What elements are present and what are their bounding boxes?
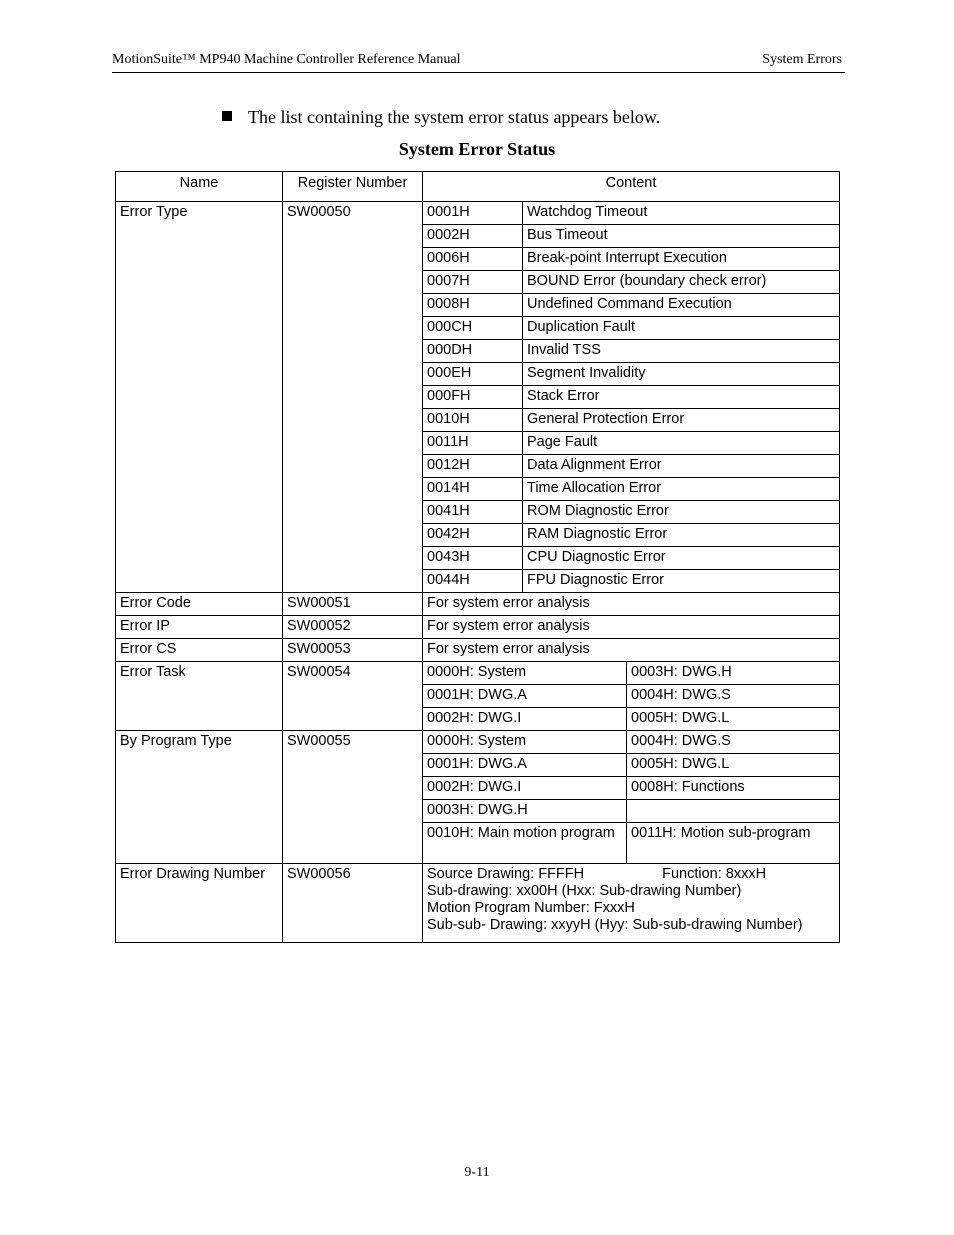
column-header-register: Register Number <box>283 172 423 202</box>
error-description: BOUND Error (boundary check error) <box>523 271 840 294</box>
value-right: 0003H: DWG.H <box>627 662 840 685</box>
error-description: CPU Diagnostic Error <box>523 547 840 570</box>
row-name: Error CS <box>116 639 283 662</box>
row-register: SW00053 <box>283 639 423 662</box>
content-line: Sub-drawing: xx00H (Hxx: Sub-drawing Number) <box>427 883 742 899</box>
row-name: Error Task <box>116 662 283 731</box>
table-header-row <box>116 172 840 202</box>
error-code: 000DH <box>423 340 523 363</box>
column-header-content: Content <box>423 172 840 202</box>
value-left: 0002H: DWG.I <box>423 708 627 731</box>
table-title: System Error Status <box>398 139 556 159</box>
row-register: SW00050 <box>283 202 423 593</box>
running-header <box>112 52 845 73</box>
row-content <box>423 864 840 943</box>
error-description: Break-point Interrupt Execution <box>523 248 840 271</box>
error-description: Data Alignment Error <box>523 455 840 478</box>
row-register: SW00056 <box>283 864 423 943</box>
row-name: Error Code <box>116 593 283 616</box>
value-left: 0001H: DWG.A <box>423 685 627 708</box>
error-code: 000EH <box>423 363 523 386</box>
value-left: 0000H: System <box>423 731 627 754</box>
table-row <box>116 202 840 225</box>
manual-title: MotionSuite™ MP940 Machine Controller Reference Manual <box>112 52 461 67</box>
error-description: General Protection Error <box>523 409 840 432</box>
table-row <box>116 639 840 662</box>
error-code: 0002H <box>423 225 523 248</box>
error-code: 0007H <box>423 271 523 294</box>
table-row <box>116 616 840 639</box>
error-code: 0014H <box>423 478 523 501</box>
row-content: For system error analysis <box>423 639 840 662</box>
value-right: 0011H: Motion sub-program <box>627 823 840 864</box>
error-code: 0044H <box>423 570 523 593</box>
row-name: Error Drawing Number <box>116 864 283 943</box>
table-row <box>116 731 840 754</box>
error-code: 000CH <box>423 317 523 340</box>
section-title: System Errors <box>762 52 842 67</box>
value-right: 0004H: DWG.S <box>627 731 840 754</box>
value-left: 0000H: System <box>423 662 627 685</box>
square-bullet-icon <box>222 111 232 121</box>
intro-bullet <box>222 107 660 128</box>
intro-text: The list containing the system error status appears below. <box>248 107 661 127</box>
row-register: SW00052 <box>283 616 423 639</box>
row-register: SW00051 <box>283 593 423 616</box>
error-code: 0010H <box>423 409 523 432</box>
table-row <box>116 662 840 685</box>
error-description: Stack Error <box>523 386 840 409</box>
row-register: SW00054 <box>283 662 423 731</box>
content-line: Sub-sub- Drawing: xxyyH (Hyy: Sub-sub-drawing Number) <box>427 917 803 933</box>
content-line: Motion Program Number: FxxxH <box>427 900 635 916</box>
error-description: Duplication Fault <box>523 317 840 340</box>
value-right <box>627 800 840 823</box>
error-code: 0008H <box>423 294 523 317</box>
row-register: SW00055 <box>283 731 423 864</box>
table-row <box>116 864 840 943</box>
error-description: Bus Timeout <box>523 225 840 248</box>
error-description: Undefined Command Execution <box>523 294 840 317</box>
value-left: 0001H: DWG.A <box>423 754 627 777</box>
row-content: For system error analysis <box>423 593 840 616</box>
value-left: 0003H: DWG.H <box>423 800 627 823</box>
error-code: 0001H <box>423 202 523 225</box>
error-description: Watchdog Timeout <box>523 202 840 225</box>
value-right: 0004H: DWG.S <box>627 685 840 708</box>
error-code: 0006H <box>423 248 523 271</box>
error-code: 0012H <box>423 455 523 478</box>
row-name: Error IP <box>116 616 283 639</box>
value-right: 0005H: DWG.L <box>627 754 840 777</box>
content-line <box>427 866 835 883</box>
row-name: By Program Type <box>116 731 283 864</box>
error-description: Time Allocation Error <box>523 478 840 501</box>
row-name: Error Type <box>116 202 283 593</box>
source-drawing: Source Drawing: FFFFH <box>427 866 585 882</box>
value-right: 0005H: DWG.L <box>627 708 840 731</box>
error-description: ROM Diagnostic Error <box>523 501 840 524</box>
value-left: 0002H: DWG.I <box>423 777 627 800</box>
error-code: 0043H <box>423 547 523 570</box>
table-row <box>116 593 840 616</box>
system-error-status-table <box>115 171 840 943</box>
column-header-name: Name <box>116 172 283 202</box>
error-description: Invalid TSS <box>523 340 840 363</box>
error-code: 0011H <box>423 432 523 455</box>
value-right: 0008H: Functions <box>627 777 840 800</box>
function-code: Function: 8xxxH <box>662 866 767 882</box>
row-content: For system error analysis <box>423 616 840 639</box>
value-left: 0010H: Main motion program <box>423 823 627 864</box>
error-code: 0042H <box>423 524 523 547</box>
error-code: 0041H <box>423 501 523 524</box>
error-description: Segment Invalidity <box>523 363 840 386</box>
error-code: 000FH <box>423 386 523 409</box>
error-description: RAM Diagnostic Error <box>523 524 840 547</box>
error-description: Page Fault <box>523 432 840 455</box>
error-description: FPU Diagnostic Error <box>523 570 840 593</box>
page-number: 9-11 <box>464 1165 490 1180</box>
